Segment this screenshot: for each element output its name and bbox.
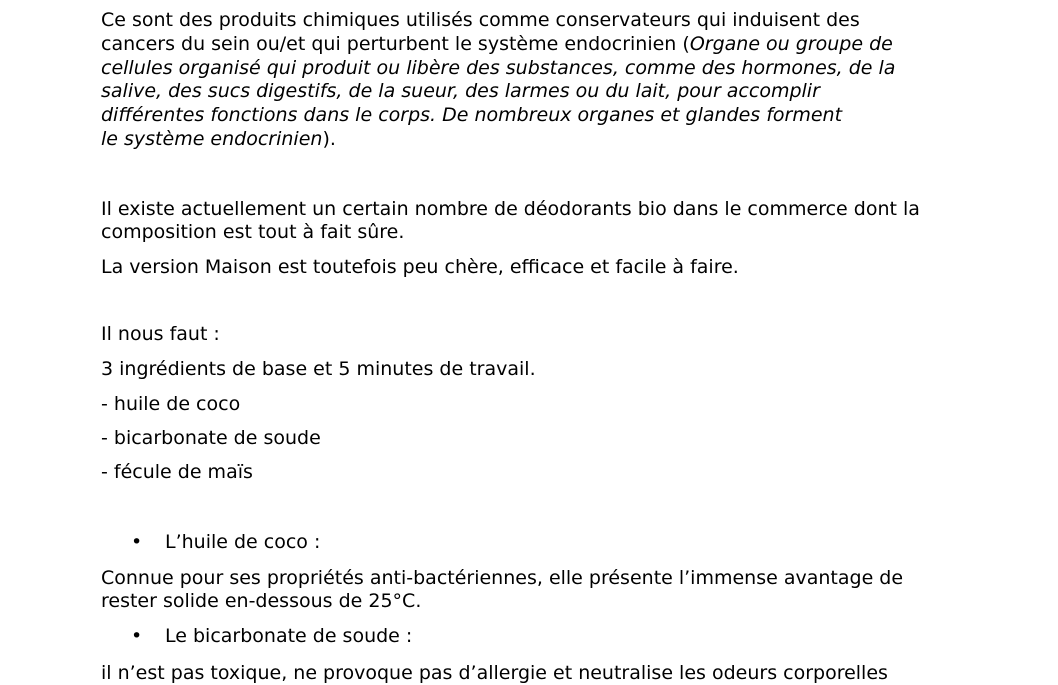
intro-line-2-italic: Organe ou groupe de: [689, 33, 893, 55]
needs-item-fecule: - fécule de maïs: [101, 461, 253, 483]
intro-line-6: [101, 128, 336, 151]
intro-line-1: Ce sont des produits chimiques utilisés comme conservateurs qui induisent des: [101, 9, 860, 31]
intro-line-6-italic: le système endocrinien: [101, 128, 323, 150]
para3: La version Maison est toutefois peu chère, efficace et facile à faire.: [101, 256, 739, 278]
needs-item-coco: - huile de coco: [101, 393, 241, 415]
coco-desc-line-1: Connue pour ses propriétés anti-bactériennes, elle présente l’immense avantage de: [101, 567, 904, 589]
para2-line-2: composition est tout à fait sûre.: [101, 221, 405, 243]
intro-line-6-plain: ).: [322, 128, 336, 150]
intro-line-3: cellules organisé qui produit ou libère des substances, comme des hormones, de la: [101, 57, 896, 79]
needs-summary: 3 ingrédients de base et 5 minutes de travail.: [101, 358, 536, 380]
para2-line-1: Il existe actuellement un certain nombre de déodorants bio dans le commerce dont la: [101, 198, 920, 220]
intro-line-2-plain: cancers du sein ou/et qui perturbent le système endocrinien (: [101, 33, 690, 55]
intro-line-2: [101, 33, 893, 56]
coco-desc-line-2: rester solide en-dessous de 25°C.: [101, 590, 422, 612]
bullet-icon: •: [131, 625, 143, 647]
bicarb-title: Le bicarbonate de soude :: [165, 625, 413, 647]
needs-heading: Il nous faut :: [101, 323, 220, 345]
intro-line-5: différentes fonctions dans le corps. De nombreux organes et glandes forment: [101, 104, 843, 126]
needs-item-bicarb: - bicarbonate de soude: [101, 427, 321, 449]
bullet-icon: •: [131, 531, 143, 553]
intro-line-4: salive, des sucs digestifs, de la sueur, des larmes ou du lait, pour accomplir: [101, 80, 820, 102]
bicarb-desc-line-1: il n’est pas toxique, ne provoque pas d’allergie et neutralise les odeurs corporelles: [101, 662, 888, 684]
coco-title: L’huile de coco :: [165, 531, 321, 553]
